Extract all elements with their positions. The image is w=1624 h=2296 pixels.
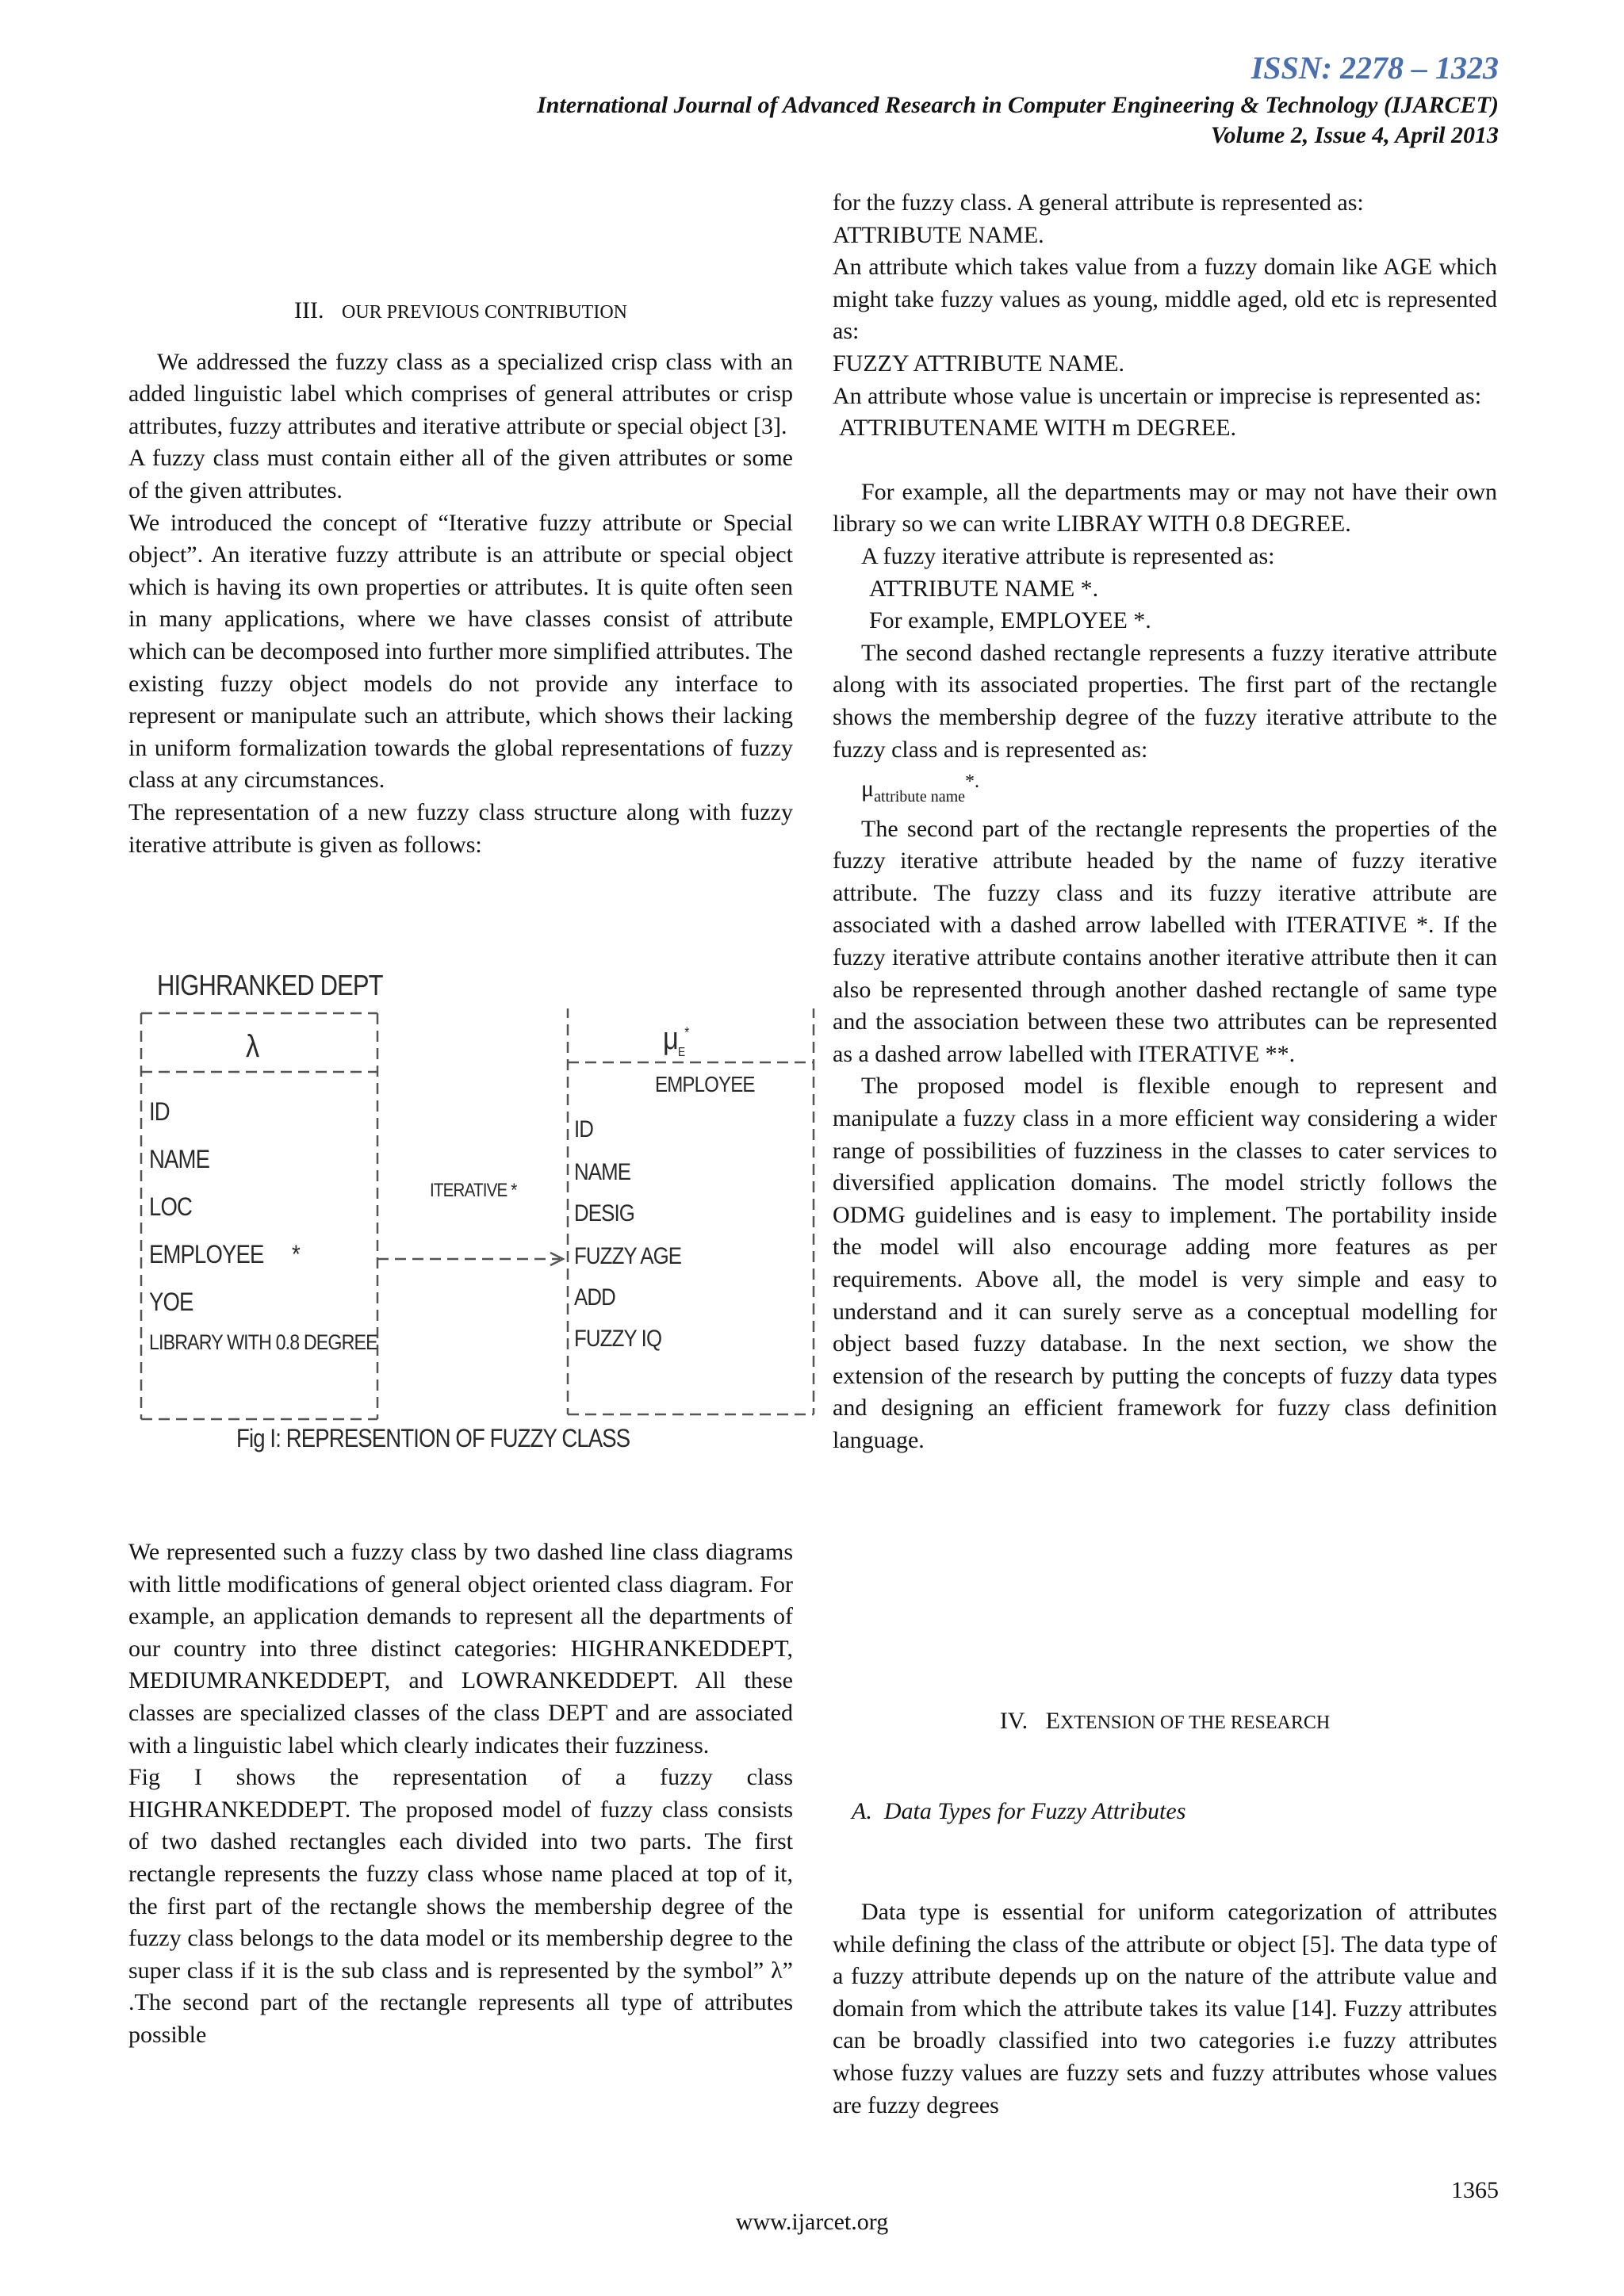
paragraph: The second dashed rectangle represents a fuzzy iterative attribute along with its associated properties. The first part of the rectangle shows the membership degree of the fuzzy iterative attribute to the fuzzy class and is represented as: [833,639,1497,763]
figure-caption: Fig I: REPRESENTION OF FUZZY CLASS [236,1424,630,1452]
section-4-body [833,1896,1497,2122]
left-attr: EMPLOYEE [149,1240,264,1269]
right-attr: ADD [574,1284,615,1311]
section-3-title: OUR PREVIOUS CONTRIBUTION [341,302,627,323]
section-4-heading: IV. EXTENSION OF THE RESEARCH [999,1708,1331,1734]
paragraph: The second part of the rectangle represents the properties of the fuzzy iterative attribute headed by the name of fuzzy iterative attribute. The fuzzy class and its fuzzy iterative attribute are associated with a dashed arrow labelled with ITERATIVE *. If the fuzzy iterative attribute contains another iterative attribute then it can also be represented through another dashed rectangle of same type and the association between these two attributes can be represented as a dashed arrow labelled with ITERATIVE **. [833,815,1497,1067]
footer-url: www.ijarcet.org [735,2209,889,2235]
paragraph: A fuzzy iterative attribute is represented as: [861,542,1275,569]
left-attr: LOC [149,1192,193,1221]
section-3-heading [128,295,793,329]
paragraph: The proposed model is flexible enough to represent and manipulate a fuzzy class in a more efficient way considering a wider range of possibilities of fuzziness in the classes to cater services to diversified application domains. The model strictly follows the ODMG guidelines and is easy to implement. The portability inside the model will also encourage adding more features as per requirements. Above all, the model is very simple and easy to understand and it can surely serve as a conceptual modelling for object based fuzzy database. In the next section, we show the extension of the research by putting the concepts of fuzzy data types and designing an efficient framework for fuzzy class definition language. [833,1073,1497,1453]
paragraph: For example, EMPLOYEE *. [869,607,1151,634]
left-attr: ID [149,1097,170,1126]
lambda-symbol: λ [246,1029,259,1064]
right-attr: FUZZY IQ [574,1326,662,1352]
paragraph: A fuzzy class must contain either all of the given attributes or some of the given attributes. [128,445,793,503]
paragraph: We addressed the fuzzy class as a specialized crisp class with an added linguistic label which comprises of general attributes or crisp attributes, fuzzy attributes and iterative attribute or special object [3]. [128,348,793,439]
section-3-number: III. [294,297,324,323]
paragraph: FUZZY ATTRIBUTE NAME. [833,350,1125,377]
paragraph: ATTRIBUTE NAME *. [869,575,1099,602]
left-attr: NAME [149,1145,210,1173]
paragraph: For example, all the departments may or may not have their own library so we can write LIBRAY WITH 0.8 DEGREE. [833,478,1497,538]
paragraph: for the fuzzy class. A general attribute is represented as: [833,189,1364,216]
paragraph: An attribute which takes value from a fuzzy domain like AGE which might take fuzzy values as young, middle aged, old etc is represented as: [833,254,1497,345]
mu-symbol: $\mu_E^*$ [663,1021,689,1059]
paragraph: Data type is essential for uniform categorization of attributes while defining the class of the attribute or object [5]. The data type of a fuzzy attribute depends up on the nature of the attribute value and domain from which the attribute takes its value [14]. Fuzzy attributes can be broadly classified into two categories i.e fuzzy attributes whose fuzzy values are fuzzy sets and fuzzy attributes whose values are fuzzy degrees [833,1899,1497,2118]
subsection-a-heading: A. Data Types for Fuzzy Attributes [852,1798,1186,1824]
issn-header: ISSN: 2278 – 1323 [1251,50,1499,86]
mu-attribute-notation: $\mu_{attribute name}^{*.}$ [861,771,980,806]
left-attr: YOE [149,1288,193,1316]
page-number: 1365 [1451,2177,1499,2203]
paragraph: We introduced the concept of “Iterative fuzzy attribute or Special object”. An iterative fuzzy attribute is an attribute or special object which is having its own properties or attributes. It is quite often seen in many applications, where we have classes consist of attribute which can be decomposed into further more simplified attributes. The existing fuzzy object models do not provide any interface to represent or manipulate such an attribute, which shows their lacking in uniform formalization towards the global representations of fuzzy class at any circumstances. [128,509,793,794]
paragraph: The representation of a new fuzzy class structure along with fuzzy iterative attribute is given as follows: [128,798,793,858]
journal-title: International Journal of Advanced Research in Computer Engineering & Technology (IJARCET) [537,92,1499,118]
right-column [833,187,1497,1457]
right-attr: DESIG [574,1200,634,1226]
employee-title: EMPLOYEE [655,1072,755,1096]
section-3 [128,295,793,861]
paragraph: Fig I shows the representation of a fuzzy class HIGHRANKEDDEPT. The proposed model of fuzzy class consists of two dashed rectangles each divided into two parts. The first rectangle represents the fuzzy class whose name placed at top of it, the first part of the rectangle shows the membership degree of the fuzzy class belongs to the data model or its membership degree to the super class if it is the sub class and is represented by the symbol” λ” .The second part of the rectangle represents all type of attributes possible [128,1764,793,2048]
class-diagram-lines [135,1008,825,1421]
section-3-continued [128,1536,793,2052]
iterative-star: * [292,1240,300,1269]
right-attr: FUZZY AGE [574,1243,682,1269]
right-attr: ID [574,1116,594,1142]
arrow-label: ITERATIVE * [430,1180,517,1201]
class-name-label: HIGHRANKED DEPT [157,969,383,1001]
paragraph: ATTRIBUTENAME WITH m DEGREE. [839,415,1237,442]
volume-info: Volume 2, Issue 4, April 2013 [1210,122,1499,148]
left-attr: LIBRARY WITH 0.8 DEGREE [149,1330,377,1354]
paragraph: ATTRIBUTE NAME. [833,221,1044,248]
paragraph: An attribute whose value is uncertain or imprecise is represented as: [833,382,1482,409]
section-4-number: IV. [999,1708,1028,1734]
paragraph: We represented such a fuzzy class by two dashed line class diagrams with little modifications of general object oriented class diagram. For example, an application demands to represent all the departments of our country into three distinct categories: HIGHRANKEDDEPT, MEDIUMRANKEDDEPT, and LOWRANKEDDEPT. All these classes are specialized classes of the class DEPT and are associated with a linguistic label which clearly indicates their fuzziness. [128,1539,793,1758]
fuzzy-class-figure [135,961,825,1484]
section-4-title: XTENSION OF THE RESEARCH [1059,1712,1331,1733]
right-attr: NAME [574,1159,631,1185]
